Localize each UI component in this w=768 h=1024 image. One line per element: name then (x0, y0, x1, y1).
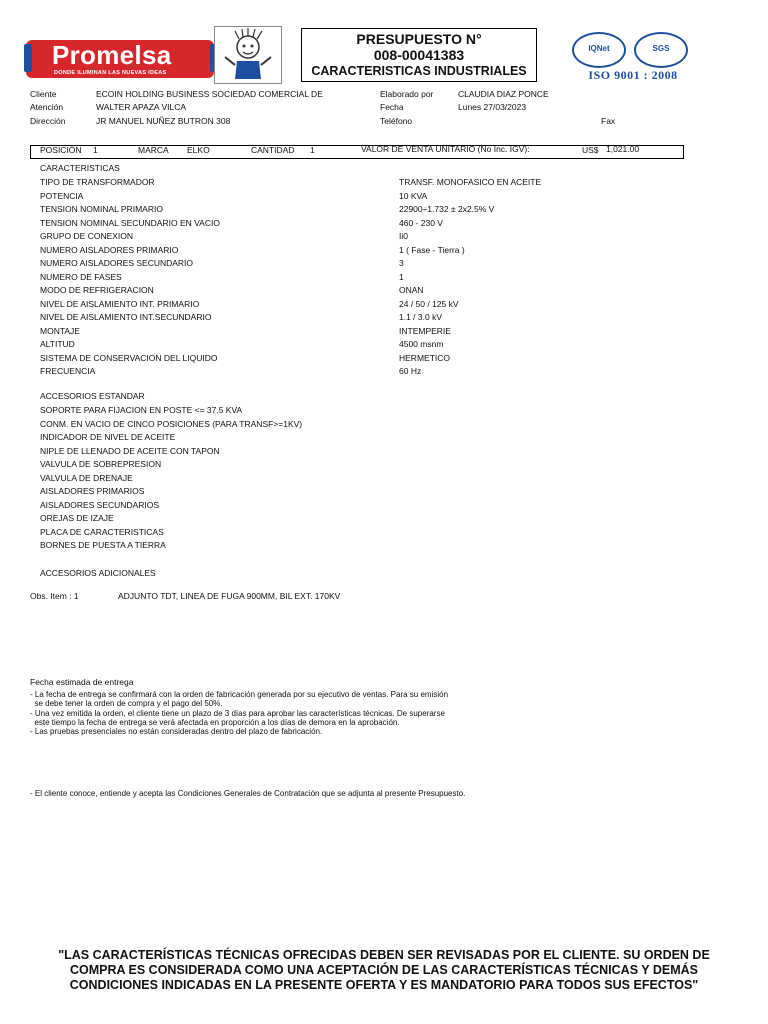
spec-name: TIPO DE TRANSFORMADOR (40, 177, 155, 187)
cantidad-value: 1 (310, 145, 315, 155)
fecha-value: Lunes 27/03/2023 (458, 102, 527, 112)
quote-number: 008-00041383 (373, 47, 465, 63)
cliente-value: ECOIN HOLDING BUSINESS SOCIEDAD COMERCIAL DE (96, 89, 323, 99)
direccion-label: Dirección (30, 116, 66, 126)
spec-value: Ii0 (399, 231, 408, 241)
spec-name: NUMERO DE FASES (40, 271, 122, 282)
spec-value: 4500 msnm (399, 339, 444, 349)
quote-title: PRESUPUESTO N° (356, 31, 482, 47)
logo-tagline: DONDE ILUMINAN LAS NUEVAS IDEAS (54, 70, 167, 76)
accesorio-item: CONM. EN VACIO DE CINCO POSICIONES (PARA TRANSF>=1KV) (40, 418, 303, 429)
spec-name: POTENCIA (40, 190, 84, 201)
conditions-note: - El cliente conoce, entiende y acepta las Condiciones Generales de Contratación que se adjunta al presente Presupuesto. (30, 789, 466, 798)
fecha-label: Fecha (380, 102, 404, 112)
posicion-value: 1 (93, 145, 98, 155)
spec-value: 460 - 230 V (399, 217, 443, 228)
price: 1,021.00 (606, 144, 640, 154)
spec-value: 1 ( Fase - Tierra ) (399, 244, 465, 255)
logo-cap-left (24, 44, 32, 72)
accesorio-item: VALVULA DE DRENAJE (40, 472, 133, 483)
currency: US$ (582, 145, 599, 155)
accesorio-item: PLACA DE CARACTERISTICAS (40, 526, 164, 537)
valor-label: VALOR DE VENTA UNITARIO (No Inc. IGV): (361, 144, 530, 154)
accesorios-heading: ACCESORIOS ESTANDAR (40, 391, 145, 401)
accesorio-item: SOPORTE PARA FIJACION EN POSTE <= 37.5 KVA (40, 405, 243, 415)
accesorio-item: AISLADORES PRIMARIOS (40, 486, 145, 496)
mascot-icon (214, 26, 282, 84)
marca-label: MARCA (138, 145, 169, 155)
certification-logos (568, 32, 698, 80)
telefono-label: Teléfono (380, 116, 413, 126)
delivery-line: este tiempo la fecha de entrega se verá afectada en proporción a los días de demora en la aprobación. (30, 717, 400, 727)
spec-name: MODO DE REFRIGERACION (40, 285, 154, 295)
spec-name: NIVEL DE AISLAMIENTO INT.SECUNDARIO (40, 312, 212, 322)
delivery-line: se debe tener la orden de compra y el pago del 50%. (30, 699, 223, 709)
atencion-label: Atención (30, 102, 64, 112)
delivery-heading: Fecha estimada de entrega (30, 677, 134, 687)
obs-label: Obs. Item : 1 (30, 591, 79, 601)
elaborado-value: CLAUDIA DIAZ PONCE (458, 89, 549, 99)
iqnet-seal-icon: IQNet (572, 32, 626, 68)
adicionales-heading: ACCESORIOS ADICIONALES (40, 568, 156, 578)
spec-name: GRUPO DE CONEXION (40, 231, 134, 241)
accesorio-item: OREJAS DE IZAJE (40, 513, 114, 523)
spec-value: 22900÷1.732 ± 2x2.5% V (399, 204, 495, 214)
logo-wordmark: Promelsa (52, 40, 172, 70)
footer-disclaimer: "LAS CARACTERÍSTICAS TÉCNICAS OFRECIDAS DEBEN SER REVISADAS POR EL CLIENTE. SU ORDEN DE COMPRA ES CONSIDERADA COMO UNA ACEPTACIÓN DE LAS CARACTERÍSTICAS TÉCNICAS Y DEMÁS CONDICIONES INDICADAS EN LA PRESENTE OFERTA Y ES MANDATORIO PARA TODOS SUS EFECTOS" (58, 948, 710, 992)
quote-subtitle: CARACTERISTICAS INDUSTRIALES (311, 64, 527, 78)
spec-value: HERMETICO (399, 352, 450, 363)
delivery-line: - Las pruebas presenciales no están consideradas dentro del plazo de fabricación. (30, 727, 323, 737)
spec-value: INTEMPERIE (399, 325, 451, 336)
cliente-label: Cliente (30, 89, 57, 99)
spec-value: TRANSF. MONOFASICO EN ACEITE (399, 177, 542, 187)
spec-value: 24 / 50 / 125 kV (399, 298, 459, 309)
spec-name: TENSION NOMINAL SECUNDARIO EN VACIO (40, 217, 220, 228)
specs-heading: CARACTERISTICAS (40, 163, 120, 173)
sgs-seal-icon: SGS (634, 32, 688, 68)
accesorio-item: AISLADORES SECUNDARIOS (40, 499, 160, 510)
spec-name: MONTAJE (40, 325, 80, 336)
spec-name: SISTEMA DE CONSERVACION DEL LIQUIDO (40, 352, 218, 363)
spec-name: FRECUENCIA (40, 366, 96, 376)
obs-text: ADJUNTO TDT, LINEA DE FUGA 900MM, BIL EXT. 170KV (118, 591, 341, 601)
spec-value: 1.1 / 3.0 kV (399, 312, 442, 322)
fax-label: Fax (601, 116, 616, 126)
quote-title-box (301, 28, 537, 82)
cantidad-label: CANTIDAD (251, 145, 295, 155)
accesorio-item: INDICADOR DE NIVEL DE ACEITE (40, 432, 176, 442)
spec-name: TENSION NOMINAL PRIMARIO (40, 204, 163, 214)
spec-name: NUMERO AISLADORES SECUNDARIO (40, 258, 194, 268)
accesorio-item: NIPLE DE LLENADO DE ACEITE CON TAPON (40, 445, 220, 456)
spec-value: 3 (399, 258, 404, 268)
delivery-line: - Una vez emitida la orden, el cliente tiene un plazo de 3 días para aprobar las características técnicas. De superarse (30, 708, 445, 718)
iso-label: ISO 9001 : 2008 (588, 68, 678, 82)
spec-value: ONAN (399, 285, 424, 295)
delivery-line: - La fecha de entrega se confirmará con la orden de fabricación generada por su ejecutivo de ventas. Para su emisión (30, 690, 449, 699)
spec-value: 60 Hz (399, 366, 422, 376)
spec-name: NUMERO AISLADORES PRIMARIO (40, 244, 179, 255)
atencion-value: WALTER APAZA VILCA (96, 102, 187, 112)
spec-name: NIVEL DE AISLAMIENTO INT. PRIMARIO (40, 298, 200, 309)
accesorio-item: VALVULA DE SOBREPRESION (40, 459, 162, 469)
spec-value: 1 (399, 271, 404, 282)
direccion-value: JR MANUEL NUÑEZ BUTRON 308 (96, 116, 231, 126)
spec-value: 10 KVA (399, 190, 428, 201)
posicion-label: POSICIÓN (40, 145, 82, 155)
accesorio-item: BORNES DE PUESTA A TIERRA (40, 540, 166, 550)
elaborado-label: Elaborado por (380, 89, 434, 99)
marca-value: ELKO (187, 145, 210, 155)
spec-name: ALTITUD (40, 339, 75, 349)
company-logo (26, 26, 296, 82)
